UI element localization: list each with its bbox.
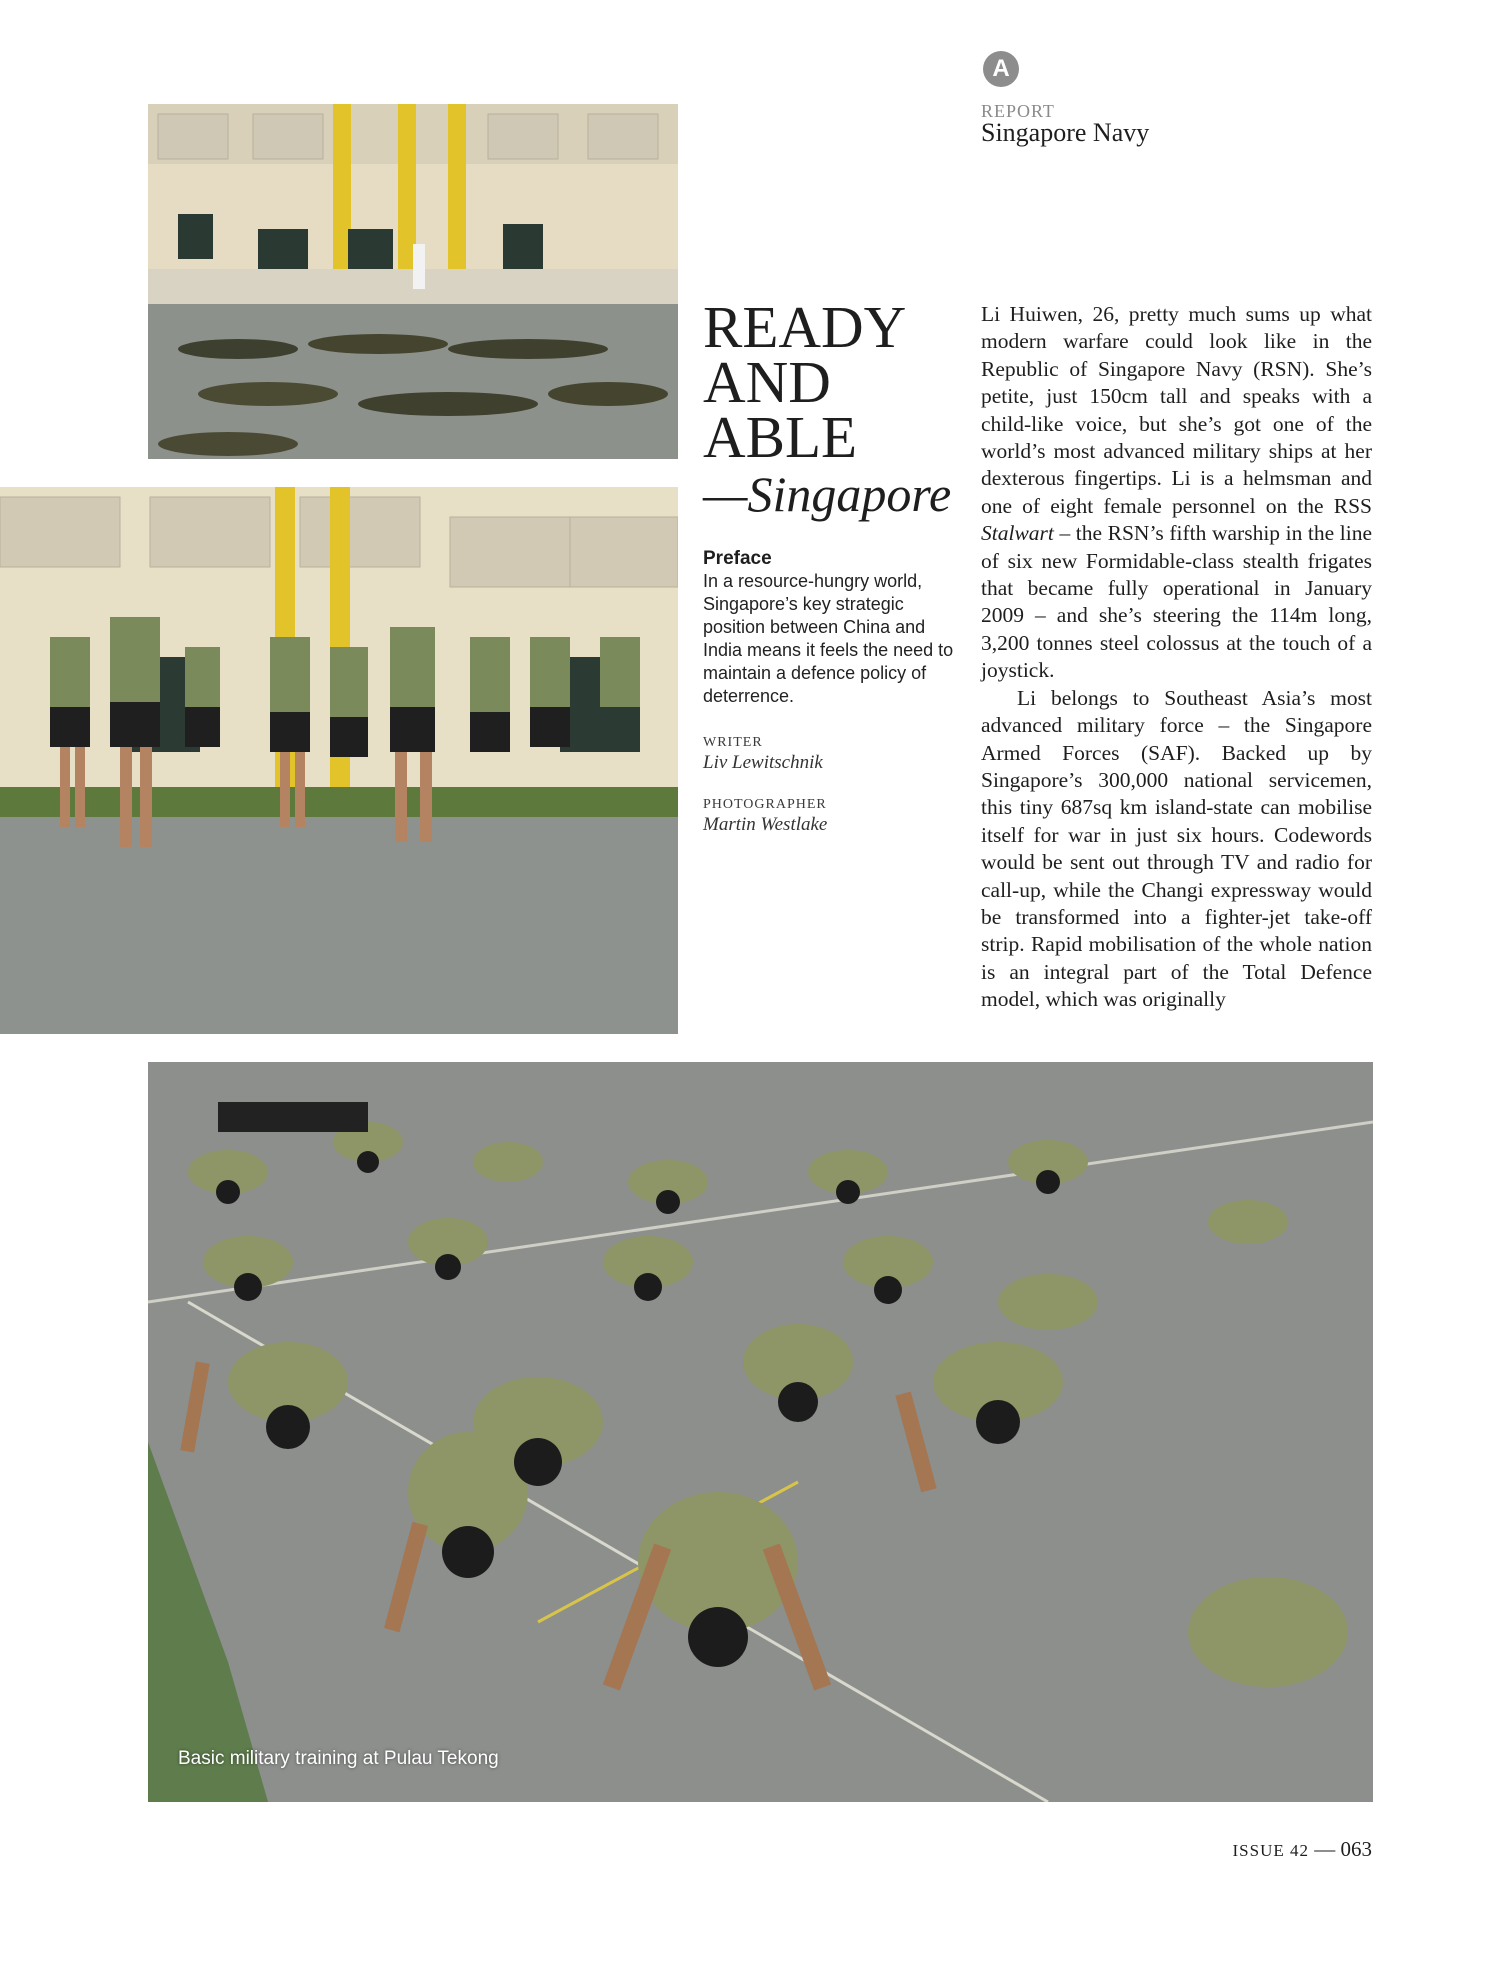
- writer-name: Liv Lewitschnik: [703, 752, 823, 773]
- writer-label: WRITER: [703, 735, 763, 750]
- page-folio: [1233, 1837, 1372, 1862]
- photo-jumping-jacks: [0, 487, 678, 1034]
- section-badge: A: [983, 51, 1019, 87]
- photo-situps: [148, 104, 678, 459]
- headline-line-3: ABLE: [703, 404, 858, 470]
- section-label: REPORT: [981, 101, 1055, 121]
- preface: [703, 547, 961, 708]
- headline: [703, 294, 973, 523]
- headline-line-2: AND: [703, 349, 831, 415]
- photographer-label: PHOTOGRAPHER: [703, 797, 827, 812]
- section-title: Singapore Navy: [981, 118, 1150, 147]
- photo-caption: Basic military training at Pulau Tekong: [178, 1748, 499, 1769]
- ship-name: Stalwart: [981, 521, 1054, 546]
- page-number: 063: [1340, 1837, 1372, 1861]
- headline-line-1: READY: [703, 294, 907, 360]
- issue-number: ISSUE 42: [1232, 1841, 1309, 1860]
- folio-separator: —: [1314, 1837, 1336, 1861]
- body-paragraph-2: Li belongs to Southeast Asia’s most advanced military force – the Singapore Armed Forces (SAF). Backed up by Singapore’s 300,000 national servicemen, this tiny 687sq km island-state can mobilise itself for war in just six hours. Codewords would be sent out through TV and radio for call-up, while the Changi expressway would be transformed into a fighter-jet take-off strip. Rapid mobilisation of the whole nation is an integral part of the Total Defence model, which was originally: [981, 685, 1372, 1012]
- photographer-name: Martin Westlake: [703, 814, 828, 835]
- headline-subtitle: —Singapore: [703, 466, 952, 522]
- body-paragraph-1: Li Huiwen, 26, pretty much sums up what modern warfare could look like in the Republic of Singapore Navy (RSN). She’s petite, just 150cm tall and speaks with a child-like voice, but she’s got one of the world’s most advanced military ships at her dexterous fingertips. Li is a helmsman and one of eight female personnel on the RSS Stalwart – the RSN’s fifth warship in the line of six new Formidable-class stealth frigates that became fully operational in January 2009 – and she’s steering the 114m long, 3,200 tonnes steel colossus at the touch of a joystick.: [981, 302, 1372, 683]
- preface-body: In a resource-hungry world, Singapore’s key strategic position between China and India means it feels the need to maintain a defence policy of deterrence.: [703, 571, 954, 706]
- article-body: [981, 301, 1372, 1014]
- preface-title: Preface: [703, 548, 772, 569]
- photo-bear-crawl: [148, 1062, 1373, 1802]
